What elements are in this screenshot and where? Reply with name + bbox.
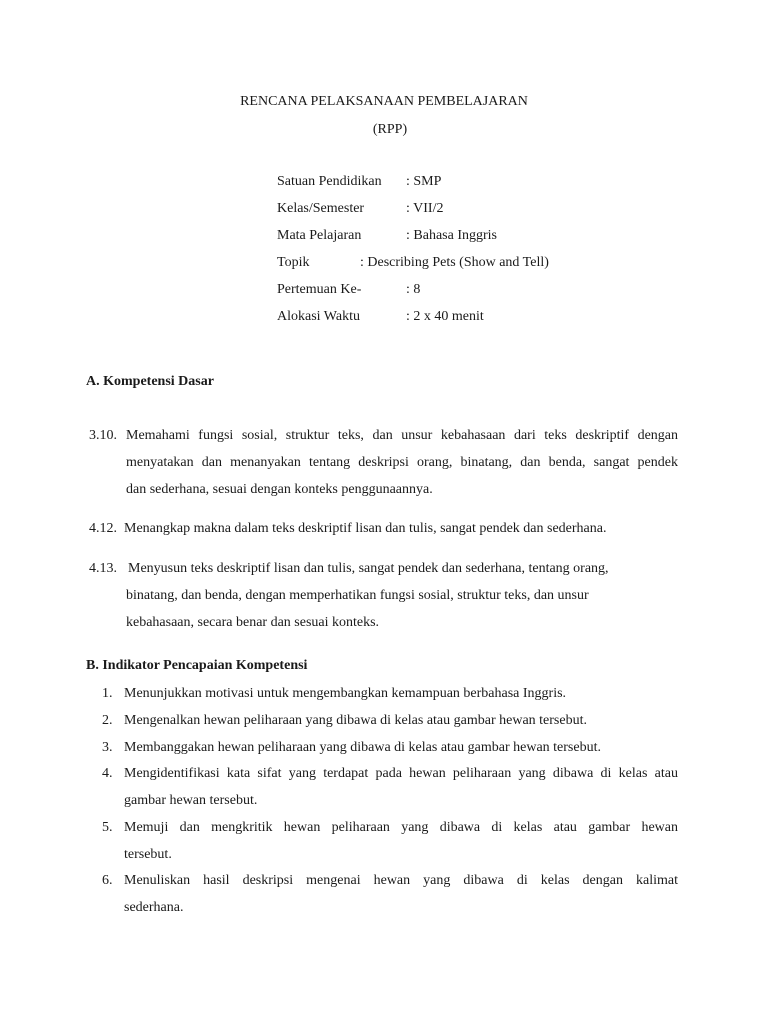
document-title: RENCANA PELAKSANAAN PEMBELAJARAN <box>240 94 528 109</box>
item-line: Memahami fungsi sosial, struktur teks, dan unsur kebahasaan dari teks deskriptif dengan <box>126 428 678 443</box>
item-line: kebahasaan, secara benar dan sesuai konteks. <box>126 615 380 630</box>
item-line: Menuliskan hasil deskripsi mengenai hewan yang dibawa di kelas dengan kalimat <box>124 873 678 888</box>
item-number: 3. <box>102 740 113 755</box>
document-subtitle: (RPP) <box>372 122 408 137</box>
item-number: 4.13. <box>89 561 117 576</box>
item-line: Menangkap makna dalam teks deskriptif lisan dan tulis, sangat pendek dan sederhana. <box>124 521 607 536</box>
identity-value: : Describing Pets (Show and Tell) <box>360 255 549 270</box>
item-line: menyatakan dan menanyakan tentang deskripsi orang, binatang, dan benda, sangat pendek <box>126 455 678 470</box>
item-line: Mengenalkan hewan peliharaan yang dibawa di kelas atau gambar hewan tersebut. <box>124 713 587 728</box>
item-line: binatang, dan benda, dengan memperhatikan fungsi sosial, struktur teks, dan unsur <box>126 588 589 603</box>
identity-label: Mata Pelajaran <box>277 228 362 243</box>
identity-label: Satuan Pendidikan <box>277 174 382 189</box>
item-number: 4.12. <box>89 521 117 536</box>
item-line: dan sederhana, sesuai dengan konteks penggunaannya. <box>126 482 433 497</box>
identity-value: : SMP <box>406 174 442 189</box>
identity-value: : Bahasa Inggris <box>406 228 497 243</box>
item-number: 1. <box>102 686 113 701</box>
item-line: Mengidentifikasi kata sifat yang terdapat pada hewan peliharaan yang dibawa di kelas atau <box>124 766 678 781</box>
identity-label: Pertemuan Ke- <box>277 282 362 297</box>
identity-label: Alokasi Waktu <box>277 309 360 324</box>
item-number: 4. <box>102 766 113 781</box>
item-line: Membanggakan hewan peliharaan yang dibawa di kelas atau gambar hewan tersebut. <box>124 740 601 755</box>
identity-value: : 8 <box>406 282 421 297</box>
item-number: 5. <box>102 820 113 835</box>
section-a-heading: A. Kompetensi Dasar <box>86 374 214 389</box>
identity-label: Kelas/Semester <box>277 201 365 216</box>
item-line: Memuji dan mengkritik hewan peliharaan yang dibawa di kelas atau gambar hewan <box>124 820 678 835</box>
identity-value: : 2 x 40 menit <box>406 309 484 324</box>
identity-value: : VII/2 <box>406 201 444 216</box>
item-line: tersebut. <box>124 847 172 862</box>
item-line: sederhana. <box>124 900 184 915</box>
item-number: 2. <box>102 713 113 728</box>
identity-label: Topik <box>277 255 310 270</box>
item-number: 6. <box>102 873 113 888</box>
item-line: gambar hewan tersebut. <box>124 793 258 808</box>
item-number: 3.10. <box>89 428 117 443</box>
item-line: Menyusun teks deskriptif lisan dan tulis, sangat pendek dan sederhana, tentang orang, <box>128 561 609 576</box>
section-b-heading: B. Indikator Pencapaian Kompetensi <box>86 658 308 673</box>
item-line: Menunjukkan motivasi untuk mengembangkan kemampuan berbahasa Inggris. <box>124 686 567 701</box>
